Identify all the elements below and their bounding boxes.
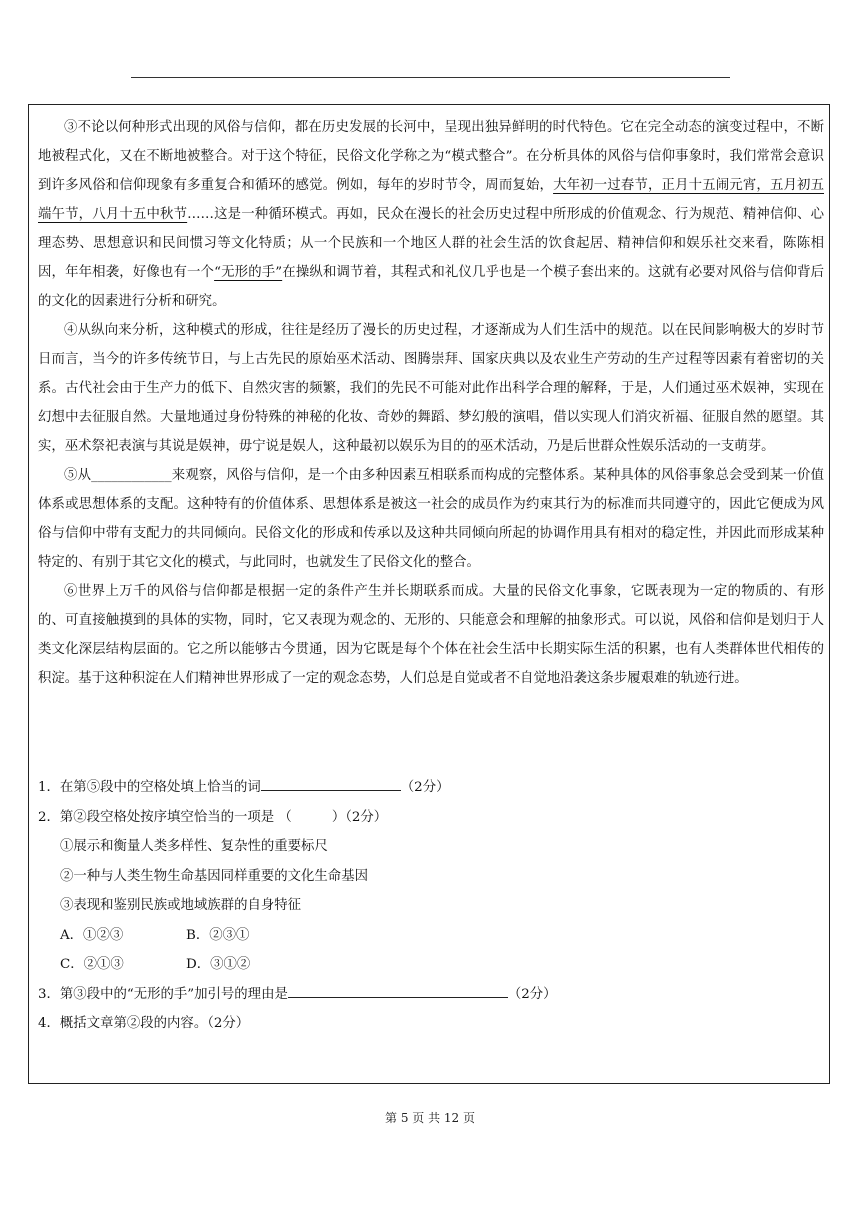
option-c[interactable]: C．②①③ [60, 957, 124, 972]
paragraph-4: ④从纵向来分析，这种模式的形成，往往是经历了漫长的历史过程，才逐渐成为人们生活中的规范。以在民间影响极大的岁时节日而言，当今的许多传统节日，与上古先民的原始巫术活动、图腾崇拜、国家庆典以及农业生产劳动的生产过程等因素有着密切的关系。古代社会由于生产力的低下、自然灾害的频繁，我们的先民不可能对此作出科学合理的解释，于是，人们通过巫术娱神，实现在幻想中去征服自然。大量地通过身份特殊的神秘的化妆、奇妙的舞蹈、梦幻般的演唱，借以实现人们消灾祈福、征服自然的愿望。其实，巫术祭祀表演与其说是娱神，毋宁说是娱人，这种最初以娱乐为目的的巫术活动，乃是后世群众性娱乐活动的一支萌芽。 [38, 323, 824, 454]
header-rule [131, 77, 730, 78]
question-1 [38, 773, 824, 803]
question-1-answer-blank[interactable] [261, 773, 401, 791]
question-2-item-3: ③表现和鉴别民族或地域族群的自身特征 [60, 898, 302, 913]
question-2 [38, 803, 824, 833]
paragraph-3 [38, 113, 824, 316]
question-2-text: 2．第②段空格处按序填空恰当的一项是 （ [38, 809, 292, 825]
p3-underlined-festivals: 大年初一过春节，正月十五闹元宵，五月初五端午节，八月十五中秋节 [38, 178, 825, 222]
page-number: 第 5 页 共 12 页 [385, 1111, 475, 1125]
question-2-score: ）（2分） [331, 809, 388, 825]
question-3-text: 3．第③段中的“无形的手”加引号的理由是 [38, 986, 288, 1002]
question-1-text: 1．在第⑤段中的空格处填上恰当的词 [38, 780, 261, 795]
question-2-item-2: ②一种与人类生物生命基因同样重要的文化生命基因 [60, 868, 368, 884]
question-2-options-row-2 [38, 950, 824, 980]
p3-underlined-invisible-hand: “无形的手” [214, 265, 283, 280]
article [38, 113, 824, 693]
question-4: 4．概括文章第②段的内容。（2分） [38, 1016, 250, 1031]
p3-text-c: 在操纵和调节着，其程式和礼仪几乎也是一个模子套出来的。这就有必要对风俗与信仰背后的文化的因素进行分析和研究。 [38, 265, 825, 309]
option-a[interactable]: A．①②③ [60, 927, 124, 943]
question-2-options-row-1 [38, 921, 824, 951]
option-b[interactable]: B．②③① [186, 927, 250, 943]
question-2-item-1: ①展示和衡量人类多样性、复杂性的重要标尺 [60, 839, 328, 854]
question-3 [38, 980, 824, 1010]
question-1-score: （2分） [400, 780, 450, 795]
question-3-score: （2分） [507, 986, 557, 1002]
paragraph-6: ⑥世界上万千的风俗与信仰都是根据一定的条件产生并长期联系而成。大量的民俗文化事象，它既表现为一定的物质的、有形的、可直接触摸到的具体的实物，同时，它又表现为观念的、无形的、只能意会和理解的抽象形式。可以说，风俗和信仰是划归于人类文化深层结构层面的。它之所以能够古今贯通，因为它既是每个个体在社会生活中长期实际生活的积累，也有人类群体世代相传的积淀。基于这种积淀在人们精神世界形成了一定的观念态势，人们总是自觉或者不自觉地沿袭这条步履艰难的轨迹行进。 [38, 584, 824, 686]
p3-text-b: ……这是一种循环模式。再如，民众在漫长的社会历史过程中所形成的价值观念、行为规范、精神信仰、心理态势、思想意识和民间惯习等文化特质；从一个民族和一个地区人群的社会生活的饮食起居、精神信仰和娱乐社交来看，陈陈相因，年年相袭，好像也有一个 [38, 207, 825, 280]
question-3-answer-blank[interactable] [288, 980, 508, 998]
p3-text-a: ③不论以何种形式出现的风俗与信仰，都在历史发展的长河中，呈现出独异鲜明的时代特色。它在完全动态的演变过程中，不断地被程式化，又在不断地被整合。对于这个特征，民俗文化学称之为“模式整合”。在分析具体的风俗与信仰事象时，我们常常会意识到许多风俗和信仰现象有多重复合和循环的感觉。例如，每年的岁时节令，周而复始， [38, 120, 824, 193]
option-d[interactable]: D．③①② [186, 957, 251, 972]
paragraph-5: ⑤从____________来观察，风俗与信仰，是一个由多种因素互相联系而构成的完整体系。某种具体的风俗事象总会受到某一价值体系或思想体系的支配。这种特有的价值体系、思想体系是被这一社会的成员作为约束其行为的标准而共同遵守的，因此它便成为风俗与信仰中带有支配力的共同倾向。民俗文化的形成和传承以及这种共同倾向所起的协调作用具有相对的稳定性，并因此而形成某种特定的、有别于其它文化的模式，与此同时，也就发生了民俗文化的整合。 [38, 468, 824, 570]
questions [38, 773, 824, 1039]
